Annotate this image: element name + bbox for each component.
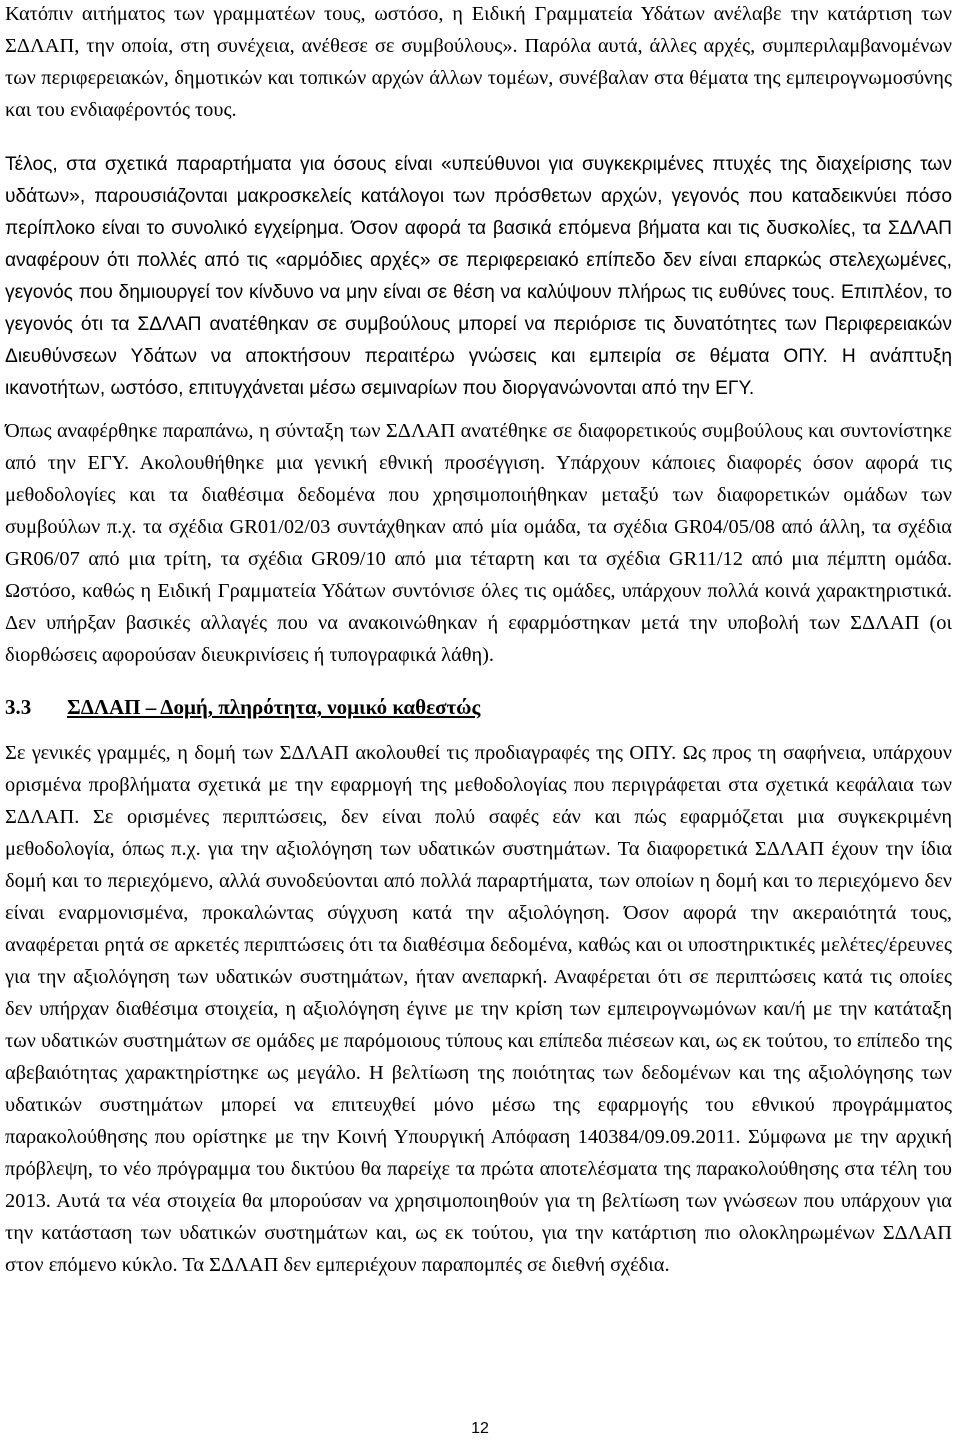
paragraph-responsible-authorities: Τέλος, στα σχετικά παραρτήματα για όσους είναι «υπεύθυνοι για συγκεκριμένες πτυχές της διαχείρισης των υδάτων», παρουσιάζονται μακροσκελείς κατάλογοι των πρόσθετων αρχών, γεγονός που καταδεικνύει πόσο περίπλοκο είναι το συνολικό εγχείρημα. Όσον αφορά τα βασικά επόμενα βήματα και τις δυσκολίες, τα ΣΔΛΑΠ αναφέρουν ότι πολλές από τις «αρμόδιες αρχές» σε περιφερειακό επίπεδο δεν είναι επαρκώς στελεχωμένες, γεγονός που δημιουργεί τον κίνδυνο να μην είναι σε θέση να καλύψουν πλήρως τις ευθύνες τους. Επιπλέον, το γεγονός ότι τα ΣΔΛΑΠ ανατέθηκαν σε συμβούλους μπορεί να περιόρισε τις δυνατότητες των Περιφερειακών Διευθύνσεων Υδάτων να αποκτήσουν περαιτέρω γνώσεις και εμπειρία σε θέματα ΟΠΥ. Η ανάπτυξη ικανοτήτων, ωστόσο, επιτυγχάνεται μέσω σεμιναρίων που διοργανώνονται από την ΕΓΥ. (5, 154, 952, 399)
paragraph-consultants: Κατόπιν αιτήματος των γραμματέων τους, ωστόσο, η Ειδική Γραμματεία Υδάτων ανέλαβε την κατάρτιση των ΣΔΛΑΠ, την οποία, στη συνέχεια, ανέθεσε σε συμβούλους». Παρόλα αυτά, άλλες αρχές, συμπεριλαμβανομένων των περιφερειακών, δημοτικών και τοπικών αρχών άλλων τομέων, συνέβαλαν στα θέματα της εμπειρογνωμοσύνης και του ενδιαφέροντός τους. (5, 3, 952, 121)
paragraph-structure-completeness: Σε γενικές γραμμές, η δομή των ΣΔΛΑΠ ακολουθεί τις προδιαγραφές της ΟΠΥ. Ως προς τη σαφήνεια, υπάρχουν ορισμένα προβλήματα σχετικά με την εφαρμογή της μεθοδολογίας που περιγράφεται στα σχετικά κεφάλαια των ΣΔΛΑΠ. Σε ορισμένες περιπτώσεις, δεν είναι πολύ σαφές εάν και πώς εφαρμόζεται μια συγκεκριμένη μεθοδολογία, όπως π.χ. για την αξιολόγηση των υδατικών συστημάτων. Τα διαφορετικά ΣΔΛΑΠ έχουν την ίδια δομή και το περιεχόμενο, αλλά συνοδεύονται από πολλά παραρτήματα, των οποίων η δομή και το περιεχόμενο δεν είναι εναρμονισμένα, προκαλώντας σύγχυση κατά την αξιολόγηση. Όσον αφορά την ακεραιότητά τους, αναφέρεται ρητά σε αρκετές περιπτώσεις ότι τα διαθέσιμα δεδομένα, καθώς και οι υποστηρικτικές μελέτες/έρευνες για την αξιολόγηση των υδατικών συστημάτων, ήταν ανεπαρκή. Αναφέρεται ότι σε περιπτώσεις κατά τις οποίες δεν υπήρχαν διαθέσιμα στοιχεία, η αξιολόγηση έγινε με την κρίση των εμπειρογνωμόνων και/ή με την κατάταξη των υδατικών συστημάτων σε ομάδες με παρόμοιους τύπους και επίπεδα πιέσεων και, ως εκ τούτου, το επίπεδο της αβεβαιότητας χαρακτηρίστηκε ως μεγάλο. Η βελτίωση της ποιότητας των δεδομένων και της αξιολόγησης των υδατικών συστημάτων μπορεί να επιτευχθεί μόνο μέσω της εφαρμογής του εθνικού προγράμματος παρακολούθησης που ορίστηκε με την Κοινή Υπουργική Απόφαση 140384/09.09.2011. Σύμφωνα με την αρχική πρόβλεψη, το νέο πρόγραμμα του δικτύου θα παρείχε τα πρώτα αποτελέσματα της παρακολούθησης στα τέλη του 2013. Αυτά τα νέα στοιχεία θα μπορούσαν να χρησιμοποιηθούν για τη βελτίωση των γνώσεων που υπάρχουν για την κατάσταση των υδατικών συστημάτων και, ως εκ τούτου, για την κατάρτιση πιο ολοκληρωμένων ΣΔΛΑΠ στον επόμενο κύκλο. Τα ΣΔΛΑΠ δεν εμπεριέχουν παραπομπές σε διεθνή σχέδια. (5, 742, 952, 1276)
section-title: ΣΔΛΑΠ – Δομή, πληρότητα, νομικό καθεστώς (67, 695, 481, 719)
section-number: 3.3 (5, 695, 32, 719)
paragraph-drafting-coordination: Όπως αναφέρθηκε παραπάνω, η σύνταξη των ΣΔΛΑΠ ανατέθηκε σε διαφορετικούς συμβούλους και συντονίστηκε από την ΕΓΥ. Ακολουθήθηκε μια γενική εθνική προσέγγιση. Υπάρχουν κάποιες διαφορές όσον αφορά τις μεθοδολογίες και τα διαθέσιμα δεδομένα που χρησιμοποιήθηκαν μεταξύ των διαφορετικών ομάδων των συμβούλων π.χ. τα σχέδια GR01/02/03 συντάχθηκαν από μία ομάδα, τα σχέδια GR04/05/08 από άλλη, τα σχέδια GR06/07 από μια τρίτη, τα σχέδια GR09/10 από μια τέταρτη και τα σχέδια GR11/12 από μια πέμπτη ομάδα. Ωστόσο, καθώς η Ειδική Γραμματεία Υδάτων συντόνισε όλες τις ομάδες, υπάρχουν πολλά κοινά χαρακτηριστικά. Δεν υπήρξαν βασικές αλλαγές που να ανακοινώθηκαν ή εφαρμόστηκαν μετά την υποβολή των ΣΔΛΑΠ (οι διορθώσεις αφορούσαν διευκρινίσεις ή τυπογραφικά λάθη). (5, 420, 952, 666)
section-heading (5, 691, 952, 723)
page-number: 12 (471, 1420, 489, 1437)
